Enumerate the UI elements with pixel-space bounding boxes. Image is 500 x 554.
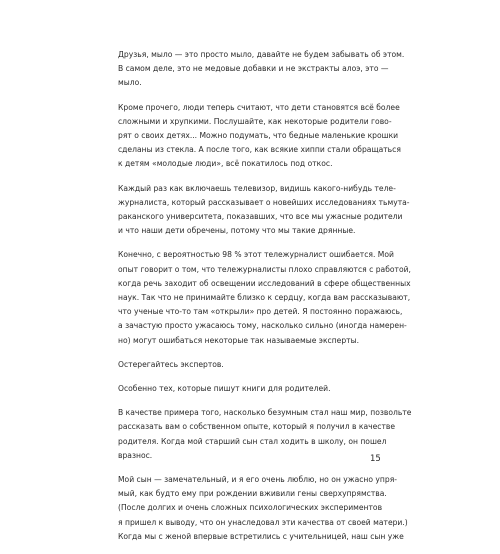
text-line: Особенно тех, которые пишут книги для родителей.	[118, 384, 331, 394]
text-line: В самом деле, это не медовые добавки и не экстракты алоэ, это —	[118, 64, 389, 74]
text-line: когда речь заходит об освещении исследований в сфере общественных	[118, 278, 411, 288]
text-line: но) могут ошибаться некоторые так называемые эксперты.	[118, 335, 360, 345]
text-line: мый, как будто ему при рождении вживили гены сверхупрямства.	[118, 489, 387, 499]
text-line: что ученые что-то там «открыли» про детей. Я постоянно поражаюсь,	[118, 307, 403, 317]
text-line: В качестве примера того, насколько безумным стал наш мир, позвольте	[118, 408, 412, 418]
text-line: сделаны из стекла. А после того, как всякие хиппи стали обращаться	[118, 145, 401, 155]
text-line: Когда мы с женой впервые встретились с учительницей, наш сын уже	[118, 531, 404, 541]
text-line: Конечно, с вероятностью 98 % этот тележурналист ошибается. Мой	[118, 250, 394, 260]
paragraph-1	[118, 48, 405, 91]
text-line: а зачастую просто ужасаюсь тому, насколько сильно (иногда намерен-	[118, 321, 407, 331]
text-line: сложными и хрупкими. Послушайте, как некоторые родители гово-	[118, 116, 392, 126]
text-line: опыт говорит о том, что тележурналисты плохо справляются с работой,	[118, 264, 411, 274]
paragraph-3	[118, 182, 410, 239]
text-line: мыло.	[118, 78, 142, 88]
text-line: (После долгих и очень сложных психологических экспериментов	[118, 503, 383, 513]
text-line: родителя. Когда мой старший сын стал ходить в школу, он пошел	[118, 436, 387, 446]
page-number: 15	[370, 454, 381, 464]
text-line: Остерегайтесь экспертов.	[118, 359, 224, 369]
text-line: Друзья, мыло — это просто мыло, давайте не будем забывать об этом.	[118, 50, 405, 59]
text-line: Кроме прочего, люди теперь считают, что дети становятся всё более	[118, 102, 400, 112]
paragraph-6	[118, 382, 380, 396]
text-line: журналиста, который рассказывает о новейших исследованиях тьмута-	[118, 197, 410, 207]
paragraph-5	[118, 358, 380, 372]
text-line: рят о своих детях... Можно подумать, что бедные маленькие крошки	[118, 131, 399, 141]
paragraph-2	[118, 101, 401, 172]
text-line: Каждый раз как включаешь телевизор, видишь какого-нибудь теле-	[118, 183, 396, 193]
paragraph-4	[118, 248, 411, 347]
page-text	[118, 48, 412, 554]
text-line: рассказать вам о собственном опыте, который я получил в качестве	[118, 422, 396, 432]
text-line: Мой сын — замечательный, и я его очень люблю, но он ужасно упря-	[118, 475, 398, 485]
text-line: раканского университета, показавших, что все мы ужасные родители	[118, 212, 403, 222]
text-line: я пришел к выводу, что он унаследовал эти качества от своей матери.)	[118, 517, 408, 527]
paragraph-7	[118, 406, 412, 463]
text-line: вразнос.	[118, 450, 153, 460]
text-line: наук. Так что не принимайте близко к сердцу, когда вам рассказывают,	[118, 293, 411, 303]
paragraph-8	[118, 473, 408, 544]
text-line: и что наши дети обречены, потому что мы такие дрянные.	[118, 226, 356, 236]
text-line: к детям «молодые люди», всё покатилось под откос.	[118, 159, 333, 169]
